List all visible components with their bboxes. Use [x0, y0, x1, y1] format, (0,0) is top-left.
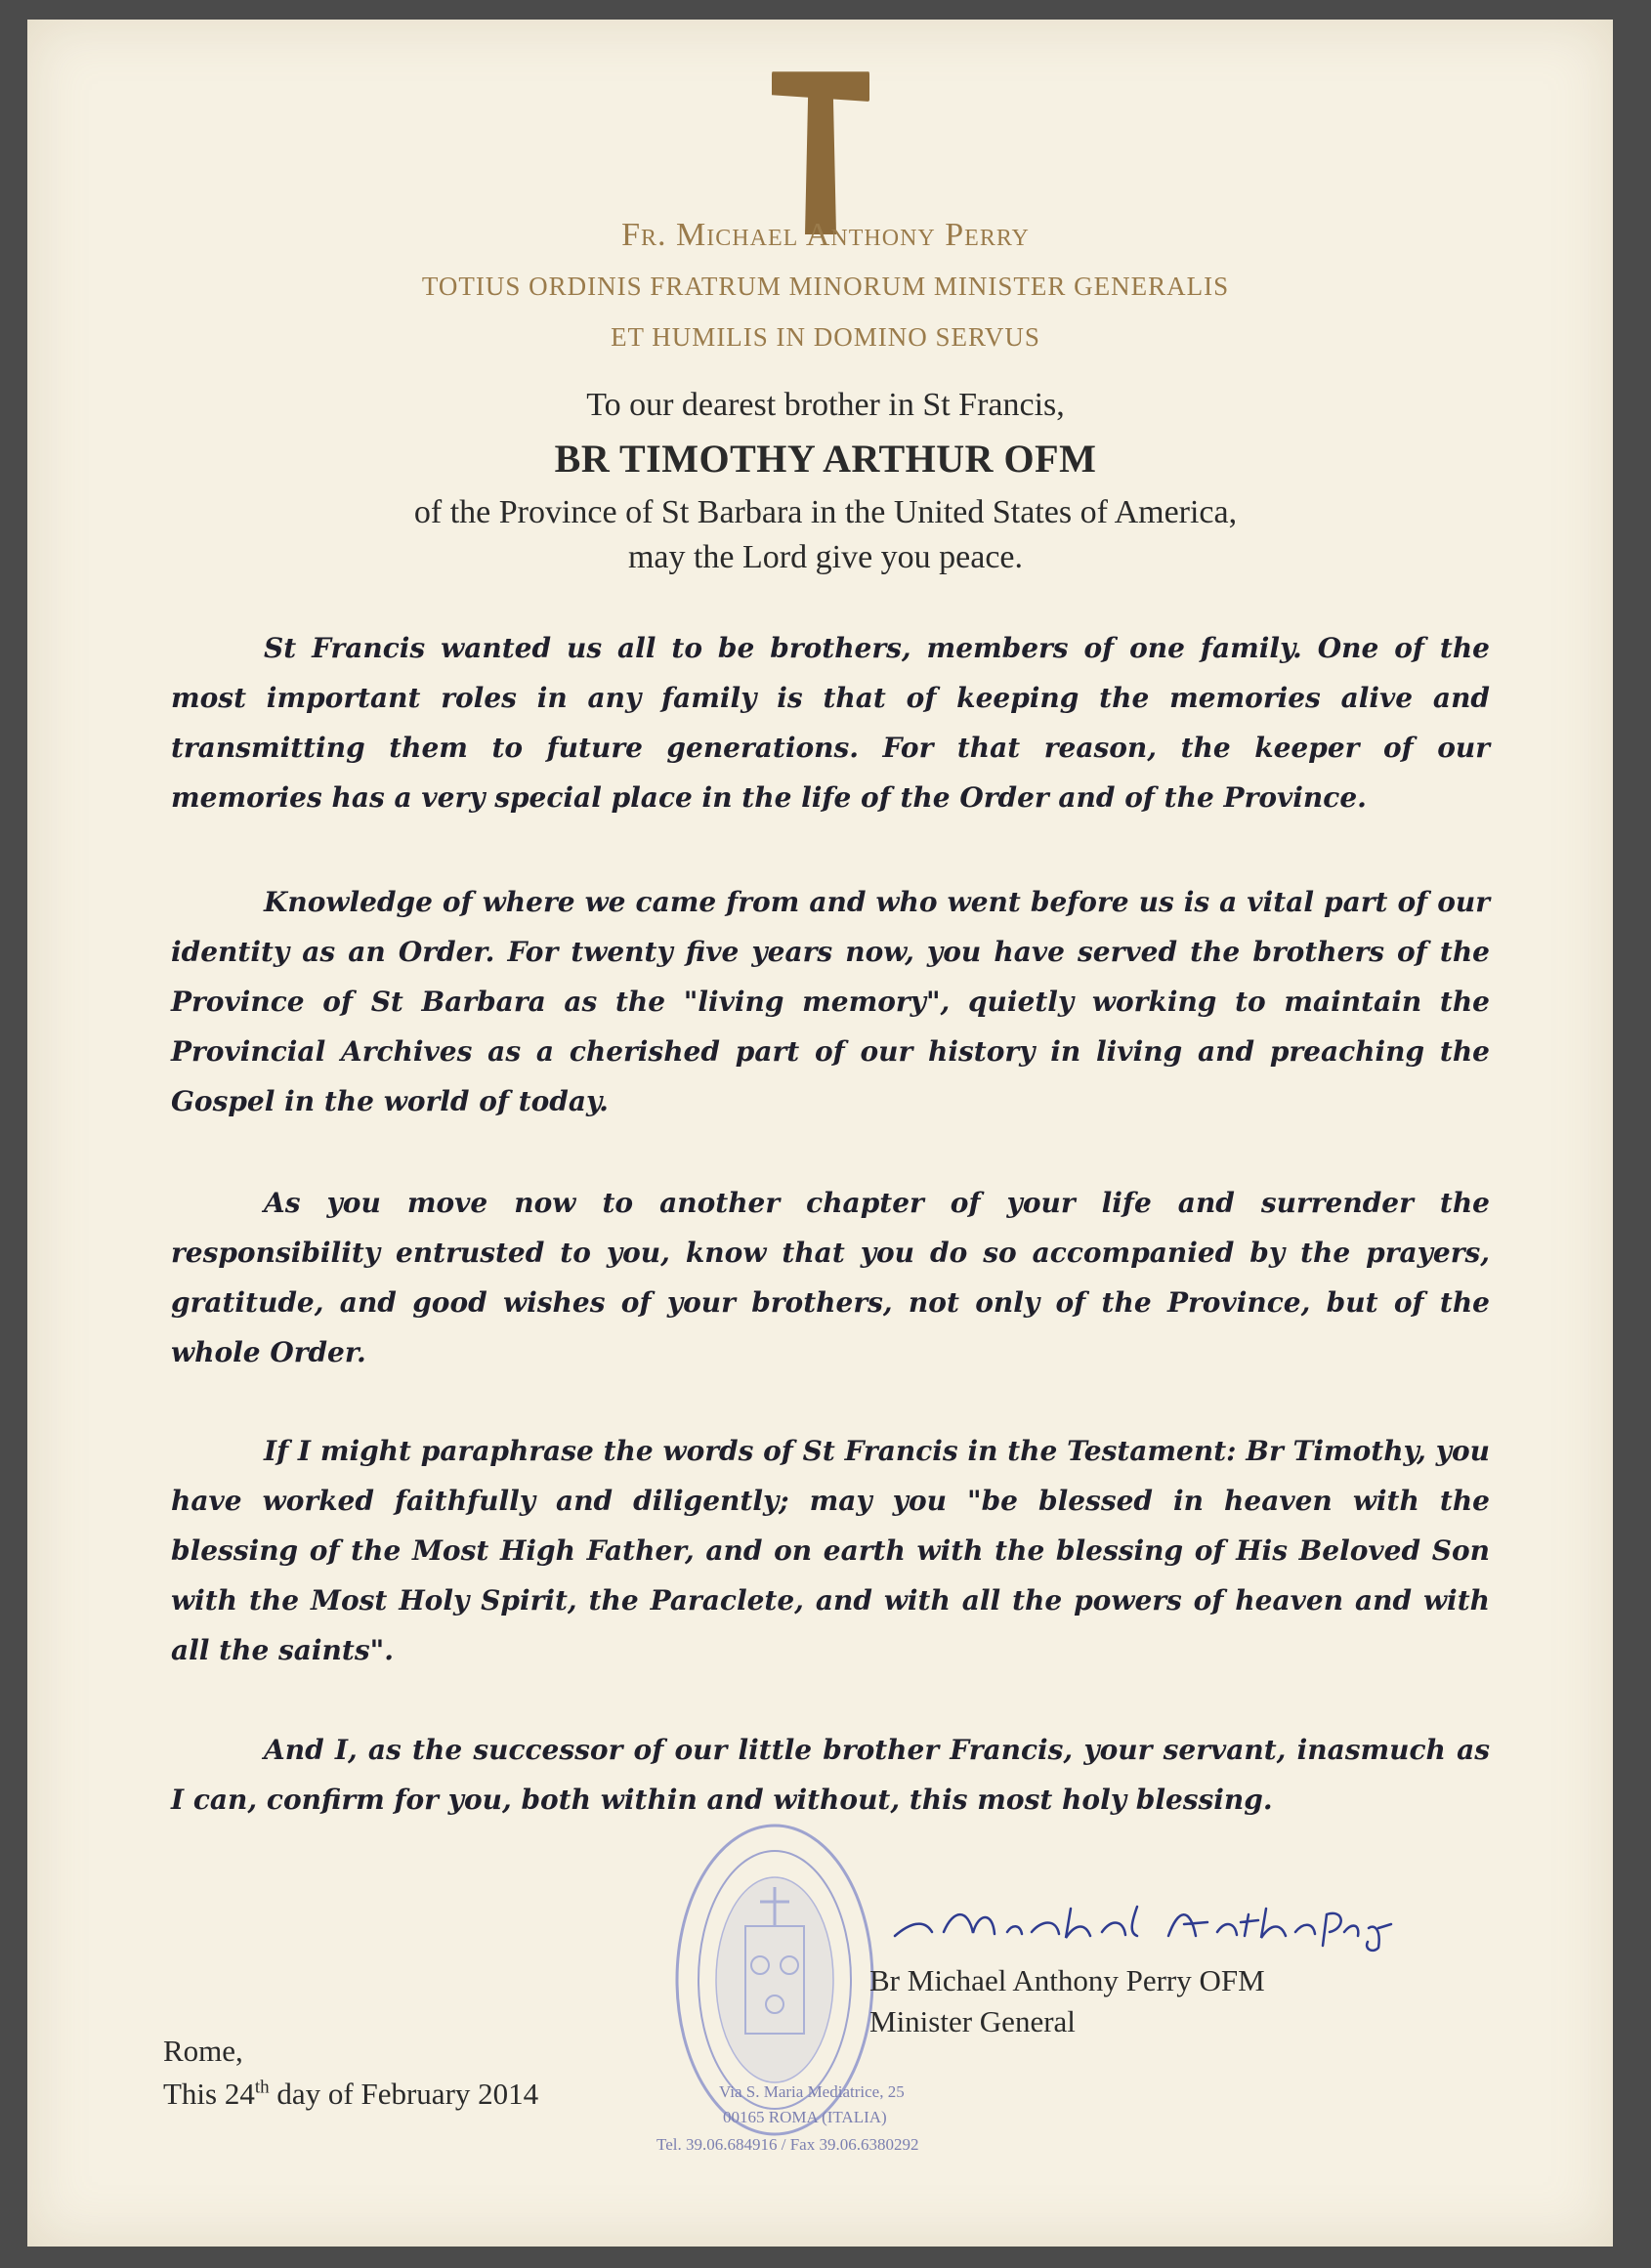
- handwritten-signature-icon: [885, 1889, 1393, 1957]
- seal-address-street: Via S. Maria Mediatrice, 25: [719, 2082, 905, 2101]
- paragraph-1: St Francis wanted us all to be brothers, members of one family. One of the most important roles in any family is that of keeping the memories alive and transmitting them to future generations. For that reason, the keeper of our memories has a very special place in the life of the Order and of the Province.: [171, 632, 1490, 814]
- paragraph-3: As you move now to another chapter of your life and surrender the responsibility entrusted to you, know that you do so accompanied by the prayers, gratitude, and good wishes of your brothers, not only of the Province, but of the whole Order.: [171, 1187, 1490, 1368]
- place: Rome,: [163, 2034, 243, 2068]
- letterhead-title: TOTIUS ORDINIS FRATRUM MINORUM MINISTER GENERALIS: [421, 272, 1230, 301]
- paragraph-5: And I, as the successor of our little brother Francis, your servant, inasmuch as I can, confirm for you, both within and without, this most holy blessing.: [171, 1734, 1490, 1816]
- paragraph-4: If I might paraphrase the words of St Francis in the Testament: Br Timothy, you have worked faithfully and diligently; may you "be blessed in heaven with the blessing of the Most High Father, and on earth with the blessing of His Beloved Son with the Most Holy Spirit, the Paraclete, and with all the powers of heaven and with all the saints".: [171, 1435, 1490, 1666]
- recipient-province: of the Province of St Barbara in the United States of America,: [413, 494, 1238, 530]
- recipient-name: BR TIMOTHY ARTHUR OFM: [554, 437, 1097, 481]
- tau-cross-icon: [772, 68, 869, 234]
- seal-address-phone: Tel. 39.06.684916 / Fax 39.06.6380292: [656, 2135, 919, 2154]
- paragraph-2: Knowledge of where we came from and who went before us is a vital part of our identity as an Order. For twenty five years now, you have served the brothers of the Province of St Barbara as the "living memory", quietly working to maintain the Provincial Archives as a cherished part of our history in living and preaching the Gospel in the world of today.: [171, 886, 1490, 1117]
- letterhead-name: Fr. Michael Anthony Perry: [621, 217, 1030, 253]
- seal-address-city: 00165 ROMA (ITALIA): [723, 2108, 887, 2126]
- greeting: To our dearest brother in St Francis,: [586, 387, 1065, 423]
- date-line: This 24th day of February 2014: [163, 2077, 539, 2111]
- letterhead-servus: ET HUMILIS IN DOMINO SERVUS: [611, 322, 1040, 352]
- signer-title: Minister General: [869, 2004, 1076, 2038]
- signer-name: Br Michael Anthony Perry OFM: [869, 1963, 1265, 1997]
- peace-blessing: may the Lord give you peace.: [627, 539, 1024, 575]
